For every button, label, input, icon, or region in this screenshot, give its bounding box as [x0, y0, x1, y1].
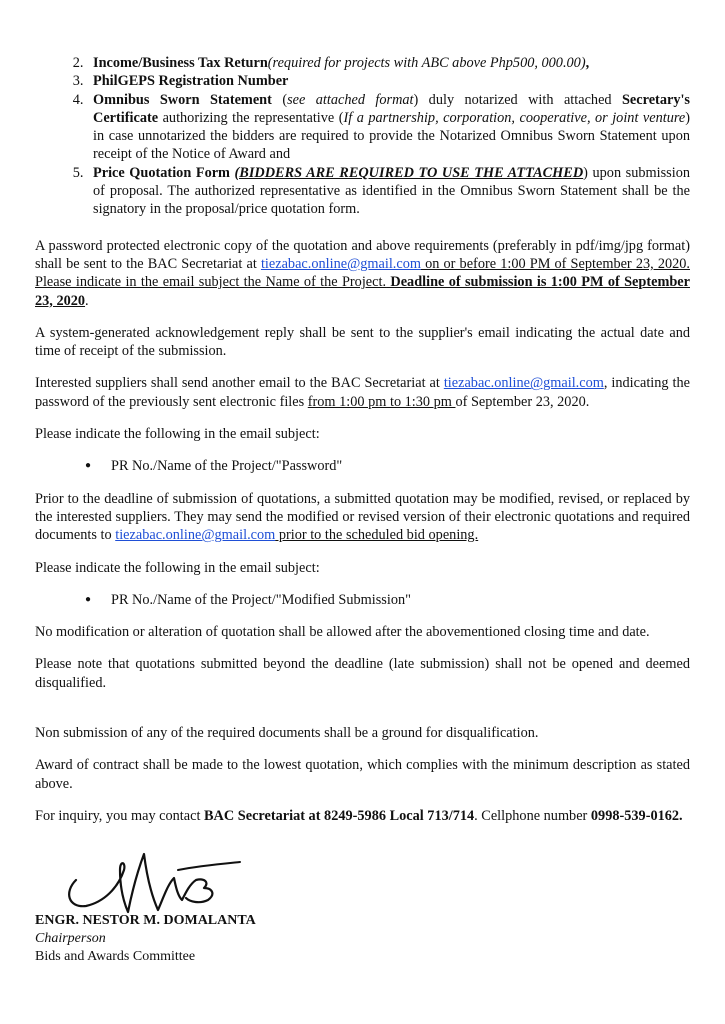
- text: of September 23, 2020.: [455, 393, 590, 410]
- text: , indicating the password of the previously sent electronic files: [35, 375, 690, 410]
- text: A password protected electronic copy of the quotation and above requirements (preferably in pdf/img/jpg format) shall be sent to the BAC Secretariat at: [35, 237, 690, 272]
- subject-list-2: [35, 591, 690, 609]
- email-link[interactable]: tiezabac.online@gmail.com: [443, 375, 604, 392]
- list-item: ● PR No./Name of the Project/"Password": [111, 457, 690, 475]
- requirement-emphasis: (BIDDERS ARE REQUIRED TO USE THE ATTACHED: [234, 164, 584, 181]
- requirement-item: [87, 164, 690, 219]
- paragraph-password: [35, 374, 690, 411]
- text: prior to the scheduled bid opening.: [275, 527, 479, 544]
- paragraph-no-modification: No modification or alteration of quotation shall be allowed after the abovementioned closing time and date.: [35, 624, 650, 641]
- requirement-note: If a partnership, corporation, cooperative, or joint venture: [343, 109, 686, 126]
- paragraph-disqualification: Non submission of any of the required documents shall be a ground for disqualification.: [35, 725, 539, 742]
- text: Prior to the deadline of submission of quotations, a submitted quotation may be modified, revised, or replaced by the interested suppliers. They may send the modified or revised version of their electronic quotations and required documents to: [35, 490, 690, 544]
- text: authorizing the representative (: [158, 109, 344, 126]
- paragraph-modification: [35, 490, 690, 545]
- text: . Cellphone number: [474, 807, 591, 824]
- text: ) upon submission of proposal. The authorized representative as identified in the Omnibus Sworn Statement shall be the signatory in the proposal/price quotation form.: [93, 164, 691, 218]
- paragraph-email-subject: Please indicate the following in the email subject:: [35, 426, 320, 443]
- requirement-item: [87, 91, 690, 164]
- requirement-tail: ,: [585, 55, 590, 71]
- paragraph-email-subject-2: Please indicate the following in the email subject:: [35, 559, 320, 576]
- paragraph-submission: [35, 237, 690, 310]
- contact-office: BAC Secretariat at 8249-5986 Local 713/714: [204, 807, 475, 824]
- text: Interested suppliers shall send another email to the BAC Secretariat at: [35, 375, 444, 392]
- requirement-item: [87, 54, 690, 72]
- requirement-title: Income/Business Tax Return: [93, 55, 268, 71]
- text: on or before 1:00 PM of September 23, 2020. Please indicate in the email subject the Name of the Project.: [35, 255, 690, 291]
- text: .: [85, 292, 89, 309]
- requirement-title: Price Quotation Form: [93, 164, 230, 181]
- signatory-committee: Bids and Awards Committee: [35, 949, 196, 964]
- paragraph-acknowledgement: A system-generated acknowledgement reply shall be sent to the supplier's email indicating the actual date and time of receipt of the submission.: [35, 324, 690, 360]
- email-link[interactable]: tiezabac.online@gmail.com: [260, 255, 421, 272]
- time-window: from 1:00 pm to 1:30 pm: [307, 393, 456, 410]
- signatory-name: ENGR. NESTOR M. DOMALANTA: [35, 913, 256, 928]
- text: (: [271, 91, 288, 108]
- requirements-list: [35, 54, 690, 219]
- text: For inquiry, you may contact: [35, 807, 205, 824]
- text: ) duly notarized with attached: [413, 91, 622, 108]
- email-link[interactable]: tiezabac.online@gmail.com: [115, 527, 276, 544]
- paragraph-award: Award of contract shall be made to the lowest quotation, which complies with the minimum description as stated above.: [35, 757, 690, 792]
- requirement-title: Secretary's Certificate: [93, 91, 690, 126]
- list-item: ● PR No./Name of the Project/"Modified Submission": [111, 591, 690, 609]
- paragraph-inquiry: [35, 807, 690, 825]
- deadline-text: Deadline of submission is 1:00 PM of September 23, 2020: [35, 274, 690, 309]
- cellphone-number: 0998-539-0162.: [590, 807, 683, 824]
- document-body: [35, 54, 690, 839]
- signatory-role: Chairperson: [35, 931, 106, 946]
- requirement-note: (required for projects with ABC above Php500, 000.00): [267, 55, 586, 71]
- paragraph-late-submission: Please note that quotations submitted beyond the deadline (late submission) shall not be opened and deemed disqualified.: [35, 656, 690, 691]
- requirement-item: [87, 72, 690, 90]
- signatory-block: [35, 912, 256, 966]
- requirement-title: Omnibus Sworn Statement: [93, 91, 272, 108]
- text: ) in case unnotarized the bidders are required to provide the Notarized Omnibus Sworn Statement upon receipt of the Notice of Award and: [93, 109, 690, 163]
- requirement-title: PhilGEPS Registration Number: [93, 73, 289, 90]
- signature-image: [62, 840, 242, 918]
- requirement-note: see attached format: [287, 91, 414, 108]
- subject-list: [35, 457, 690, 475]
